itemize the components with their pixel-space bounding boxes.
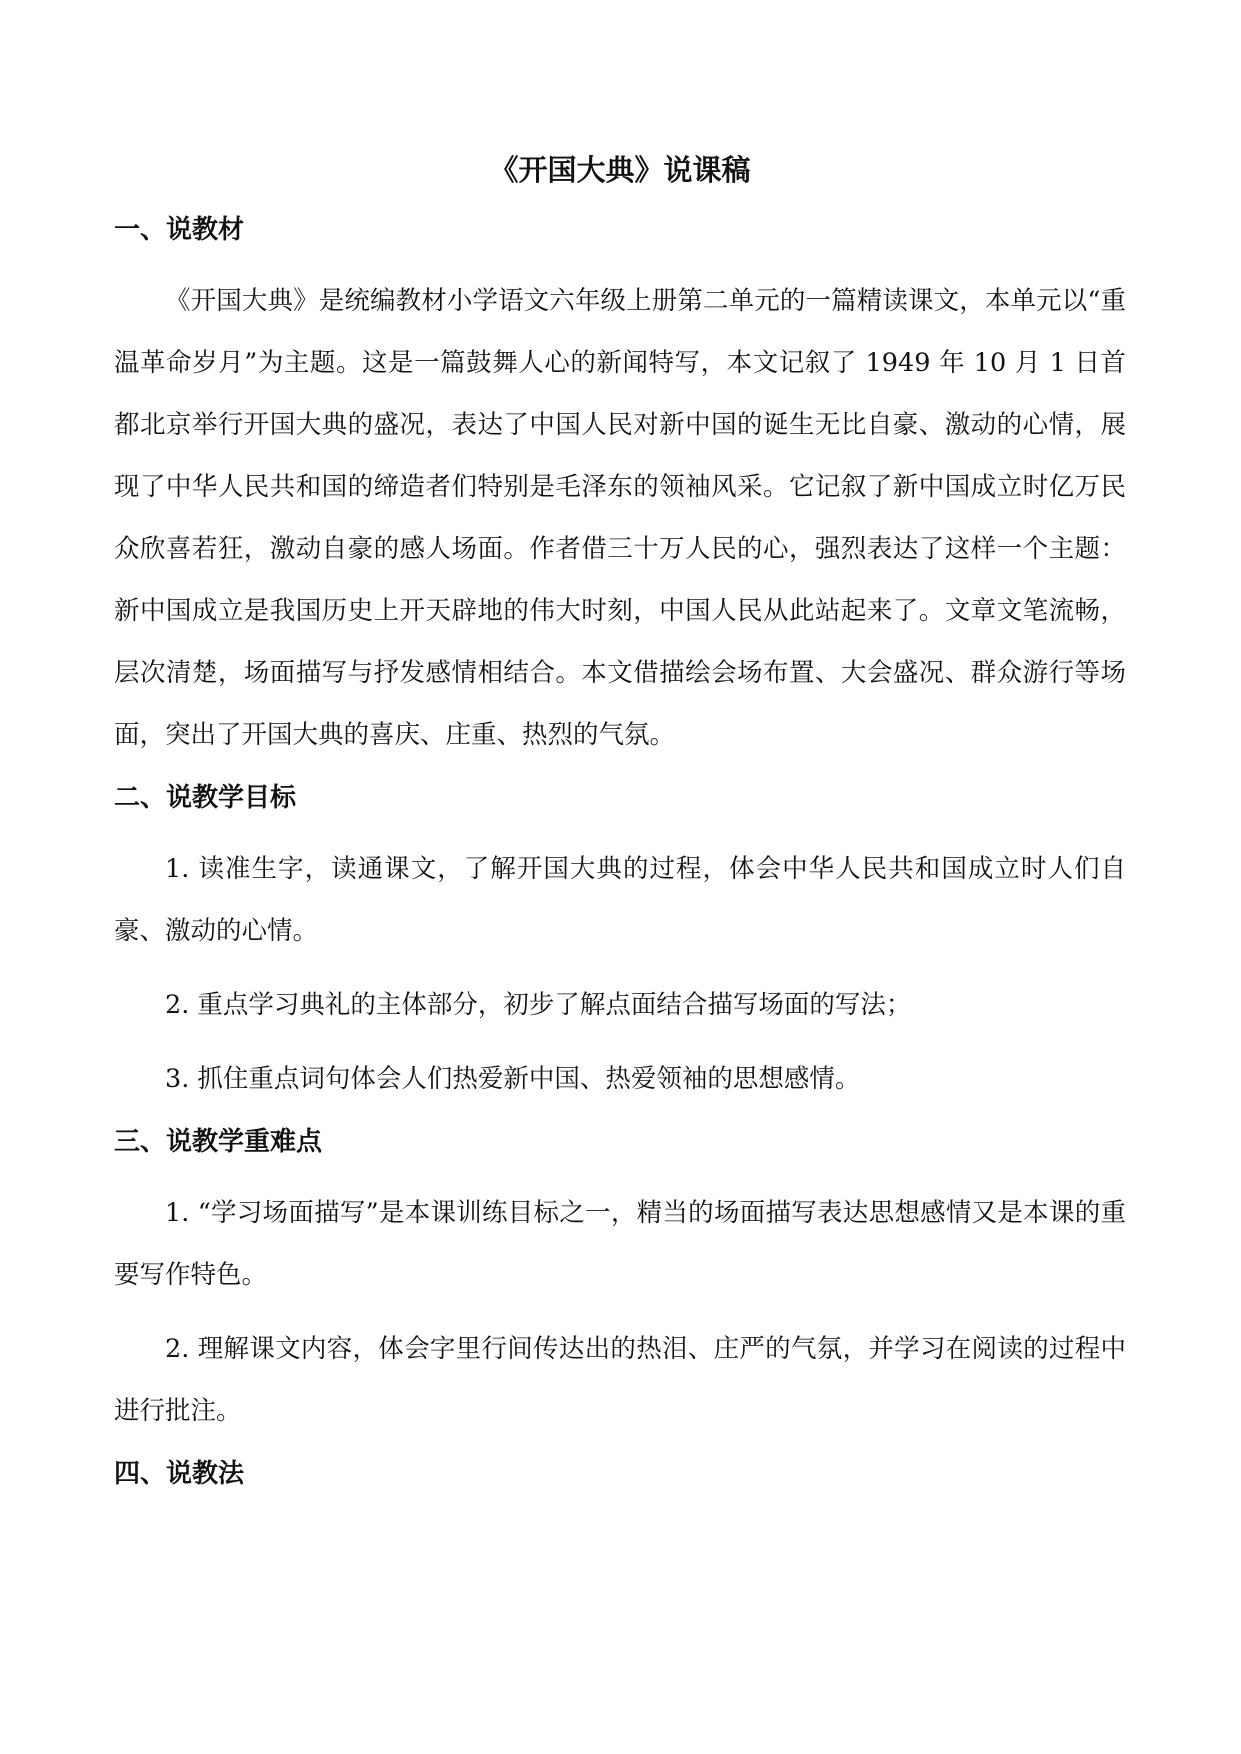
section-teaching-methods bbox=[114, 1456, 1126, 1492]
section-teaching-material bbox=[114, 212, 1126, 766]
section-heading: 二、说教学目标 bbox=[114, 783, 297, 813]
paragraph: 2. 重点学习典礼的主体部分，初步了解点面结合描写场面的写法； bbox=[165, 990, 912, 1020]
paragraph: 1. “学习场面描写”是本课训练目标之一，精当的场面描写表达思想感情又是本课的重要写作特色。 bbox=[114, 1198, 1126, 1290]
document-page bbox=[114, 152, 1126, 1514]
section-key-difficulties bbox=[114, 1124, 1126, 1442]
section-heading: 一、说教材 bbox=[114, 215, 245, 245]
paragraph: 1. 读准生字，读通课文，了解开国大典的过程，体会中华人民共和国成立时人们自豪、激动的心情。 bbox=[114, 854, 1126, 946]
section-heading: 三、说教学重难点 bbox=[114, 1127, 323, 1157]
document-title: 《开国大典》说课稿 bbox=[489, 153, 751, 187]
paragraph: 3. 抓住重点词句体会人们热爱新中国、热爱领袖的思想感情。 bbox=[165, 1064, 861, 1094]
paragraph: 2. 理解课文内容，体会字里行间传达出的热泪、庄严的气氛，并学习在阅读的过程中进行批注。 bbox=[114, 1334, 1126, 1426]
paragraph: 《开国大典》是统编教材小学语文六年级上册第二单元的一篇精读课文，本单元以“重温革命岁月”为主题。这是一篇鼓舞人心的新闻特写，本文记叙了 1949 年 10 月 1 日首都北京举行开国大典的盛况，表达了中国人民对新中国的诞生无比自豪、激动的心情，展现了中华人民共和国的缔造者们特别是毛泽东的领袖风采。它记叙了新中国成立时亿万民众欣喜若狂，激动自豪的感人场面。作者借三十万人民的心，强烈表达了这样一个主题：新中国成立是我国历史上开天辟地的伟大时刻，中国人民从此站起来了。文章文笔流畅，层次清楚，场面描写与抒发感情相结合。本文借描绘会场布置、大会盛况、群众游行等场面，突出了开国大典的喜庆、庄重、热烈的气氛。 bbox=[114, 286, 1126, 750]
section-heading: 四、说教法 bbox=[114, 1459, 245, 1489]
section-teaching-goals bbox=[114, 780, 1126, 1110]
